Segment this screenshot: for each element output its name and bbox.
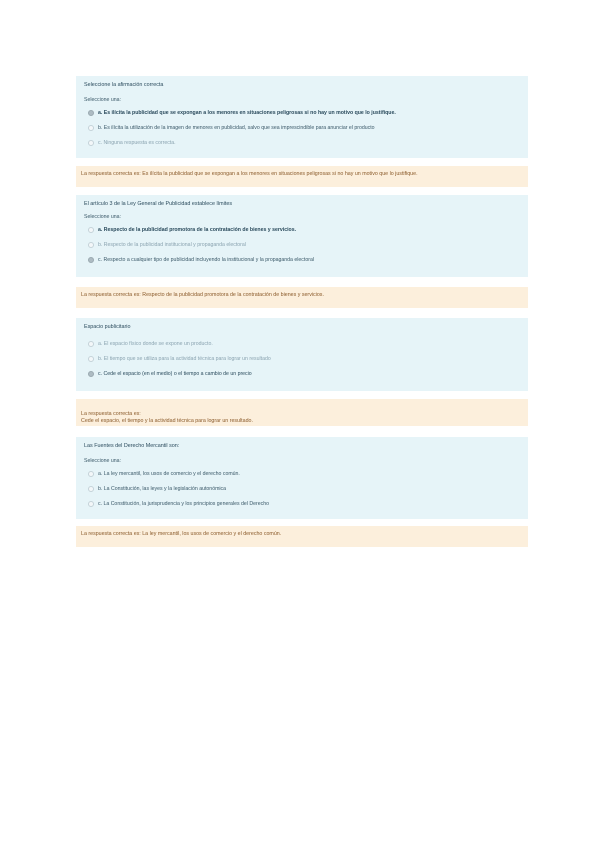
answer-option[interactable]: [84, 466, 520, 481]
answer-option[interactable]: [84, 351, 520, 366]
question-card: [76, 76, 528, 158]
question-text: Seleccione la afirmación correcta: [84, 82, 164, 88]
answer-option-label: a. El espacio físico donde se expone un producto.: [98, 340, 213, 347]
feedback-text: La respuesta correcta es: Cede el espacio, el tiempo y la actividad técnica para lograr un resultado.: [81, 411, 253, 424]
answer-option[interactable]: [84, 366, 520, 381]
radio-button[interactable]: [88, 486, 94, 492]
question-text: Las Fuentes del Derecho Mercantil son:: [84, 443, 180, 449]
answer-option[interactable]: [84, 222, 520, 237]
answer-option-label: c. Ninguna respuesta es correcta.: [98, 139, 176, 146]
radio-button[interactable]: [88, 356, 94, 362]
radio-button[interactable]: [88, 125, 94, 131]
answer-option[interactable]: [84, 120, 520, 135]
feedback-box: [76, 166, 528, 187]
radio-button[interactable]: [88, 140, 94, 146]
answer-option[interactable]: [84, 252, 520, 267]
radio-button[interactable]: [88, 242, 94, 248]
answer-option-label: a. La ley mercantil, los usos de comercio y el derecho común.: [98, 470, 240, 477]
answer-option-label: c. Cede el espacio (en el medio) o el tiempo a cambio de un precio: [98, 370, 252, 377]
answer-option-label: b. Es ilícita la utilización de la imagen de menores en publicidad, salvo que sea imprescindible para anunciar el producto: [98, 124, 375, 131]
answer-option-label: a. Es ilícita la publicidad que se expongan a los menores en situaciones peligrosas si no hay un motivo que lo justifique.: [98, 109, 396, 116]
answer-option-label: b. El tiempo que se utiliza para la actividad técnica para lograr un resultado: [98, 355, 271, 362]
feedback-box: [76, 526, 528, 547]
radio-button[interactable]: [88, 110, 94, 116]
answer-option[interactable]: [84, 105, 520, 120]
radio-button[interactable]: [88, 501, 94, 507]
answer-option-label: c. La Constitución, la jurisprudencia y los principios generales del Derecho: [98, 500, 269, 507]
answer-option-label: a. Respecto de la publicidad promotora de la contratación de bienes y servicios.: [98, 226, 297, 233]
select-label: Seleccione una:: [84, 214, 121, 220]
question-card: [76, 437, 528, 519]
answer-option-label: b. La Constitución, las leyes y la legislación autonómica: [98, 485, 227, 492]
feedback-text: La respuesta correcta es: La ley mercantil, los usos de comercio y el derecho común.: [81, 531, 282, 537]
feedback-box: [76, 399, 528, 426]
answer-option-label: c. Respecto a cualquier tipo de publicidad incluyendo la institucional y la propaganda electoral: [98, 256, 314, 263]
question-card: [76, 318, 528, 391]
answer-option[interactable]: [84, 237, 520, 252]
question-card: [76, 195, 528, 277]
answer-option[interactable]: [84, 496, 520, 511]
radio-button[interactable]: [88, 471, 94, 477]
feedback-box: [76, 287, 528, 308]
answer-option[interactable]: [84, 336, 520, 351]
question-text: Espacio publicitario: [84, 324, 131, 330]
feedback-text: La respuesta correcta es: Es ilícita la publicidad que se expongan a los menores en situaciones peligrosas si no hay un motivo que lo justifique.: [81, 171, 418, 177]
answer-option[interactable]: [84, 481, 520, 496]
feedback-text: La respuesta correcta es: Respecto de la publicidad promotora de la contratación de bienes y servicios.: [81, 292, 324, 298]
answer-option-label: b. Respecto de la publicidad institucional y propaganda electoral: [98, 241, 246, 248]
question-text: El artículo 3 de la Ley General de Publicidad establece límites: [84, 201, 233, 207]
radio-button[interactable]: [88, 371, 94, 377]
radio-button[interactable]: [88, 341, 94, 347]
select-label: Seleccione una:: [84, 97, 121, 103]
radio-button[interactable]: [88, 227, 94, 233]
select-label: Seleccione una:: [84, 458, 121, 464]
answer-option[interactable]: [84, 135, 520, 150]
radio-button[interactable]: [88, 257, 94, 263]
